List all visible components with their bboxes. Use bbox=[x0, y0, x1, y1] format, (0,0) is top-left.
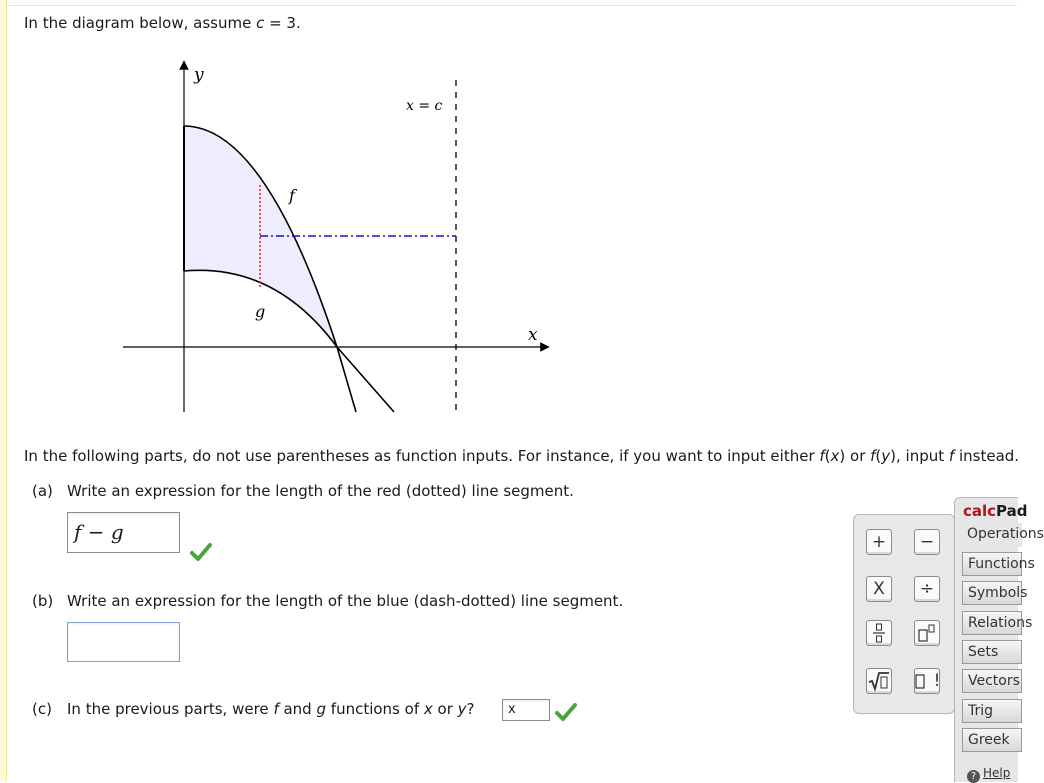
part-b-answer-input[interactable] bbox=[67, 622, 180, 662]
part-c-x: x bbox=[423, 700, 433, 718]
part-c-g: g bbox=[316, 700, 327, 718]
tab-symbols[interactable]: Symbols bbox=[962, 581, 1022, 605]
help-label: Help bbox=[983, 766, 1011, 780]
calcpad-title-black: Pad bbox=[996, 502, 1028, 520]
part-c-q: ? bbox=[466, 700, 475, 718]
part-a-answer-input[interactable] bbox=[67, 512, 180, 553]
top-divider bbox=[7, 5, 1017, 6]
fraction-button[interactable] bbox=[866, 620, 892, 646]
tab-sets[interactable]: Sets bbox=[962, 640, 1022, 664]
plus-button[interactable]: + bbox=[866, 529, 892, 555]
part-c-answer-value: x bbox=[508, 702, 516, 717]
part-c-answer-input[interactable] bbox=[502, 699, 550, 721]
tab-relations[interactable]: Relations bbox=[962, 611, 1022, 635]
label-x: x bbox=[528, 325, 538, 345]
calcpad-panel bbox=[954, 497, 1044, 782]
instructions bbox=[24, 447, 1019, 465]
sqrt-icon bbox=[868, 671, 890, 691]
intro-var: c bbox=[256, 14, 265, 32]
part-c-label: (c) bbox=[32, 700, 52, 718]
tab-greek[interactable]: Greek bbox=[962, 728, 1022, 752]
part-a-answer-value: f − g bbox=[74, 520, 124, 544]
sqrt-button[interactable] bbox=[866, 668, 892, 694]
instr-x1: x bbox=[830, 447, 840, 465]
diagram bbox=[115, 55, 555, 420]
part-b-label: (b) bbox=[32, 592, 54, 610]
tab-functions[interactable]: Functions bbox=[962, 552, 1022, 576]
calcpad-title bbox=[963, 502, 1028, 520]
tab-operations[interactable]: Operations bbox=[962, 523, 1022, 547]
factorial-icon bbox=[914, 671, 934, 691]
left-edge-bar bbox=[0, 0, 7, 781]
calcpad-button-panel bbox=[853, 514, 955, 714]
fraction-icon bbox=[872, 623, 886, 643]
power-button[interactable] bbox=[914, 620, 940, 646]
help-icon: ? bbox=[967, 770, 980, 783]
label-x-eq-c: x = c bbox=[406, 98, 443, 114]
instr-t1: In the following parts, do not use parentheses as function inputs. For instance, if you want to input either bbox=[24, 447, 820, 465]
instr-t4: ( bbox=[875, 447, 882, 465]
instr-y1: y bbox=[881, 447, 891, 465]
instr-t5: ), input bbox=[890, 447, 949, 465]
part-c-y: y bbox=[457, 700, 467, 718]
intro-text bbox=[24, 14, 301, 32]
part-a-question: Write an expression for the length of the red (dotted) line segment. bbox=[67, 482, 574, 500]
instr-t2: ( bbox=[824, 447, 831, 465]
instr-f3: f bbox=[948, 447, 955, 465]
tab-trig[interactable]: Trig bbox=[962, 699, 1022, 723]
power-icon bbox=[917, 623, 937, 643]
factorial-button[interactable] bbox=[914, 668, 940, 694]
part-c-check-icon bbox=[555, 703, 577, 721]
instr-f1: f bbox=[819, 447, 825, 465]
label-f: f bbox=[289, 186, 295, 205]
label-g: g bbox=[255, 302, 266, 321]
instr-f2: f bbox=[870, 447, 876, 465]
part-c-question bbox=[67, 700, 475, 718]
help-link[interactable] bbox=[967, 766, 1010, 783]
part-a-label: (a) bbox=[32, 482, 53, 500]
part-c-and: and bbox=[278, 700, 317, 718]
intro-suffix: = 3. bbox=[264, 14, 301, 32]
part-c-t1: In the previous parts, were bbox=[67, 700, 274, 718]
part-c-f: f bbox=[273, 700, 279, 718]
minus-button[interactable]: − bbox=[914, 529, 940, 555]
calcpad-title-red: calc bbox=[963, 502, 997, 520]
part-c-mid: functions of bbox=[326, 700, 424, 718]
instr-t3: ) or bbox=[839, 447, 871, 465]
part-b-question: Write an expression for the length of the blue (dash-dotted) line segment. bbox=[67, 592, 624, 610]
factorial-symbol: ! bbox=[933, 671, 941, 691]
divide-button[interactable]: ÷ bbox=[914, 576, 940, 602]
intro-prefix: In the diagram below, assume bbox=[24, 14, 257, 32]
label-y: y bbox=[194, 65, 204, 85]
times-button[interactable]: X bbox=[866, 576, 892, 602]
tab-vectors[interactable]: Vectors bbox=[962, 669, 1022, 693]
instr-t6: instead. bbox=[954, 447, 1020, 465]
part-a-check-icon bbox=[190, 543, 212, 561]
part-c-or: or bbox=[432, 700, 458, 718]
